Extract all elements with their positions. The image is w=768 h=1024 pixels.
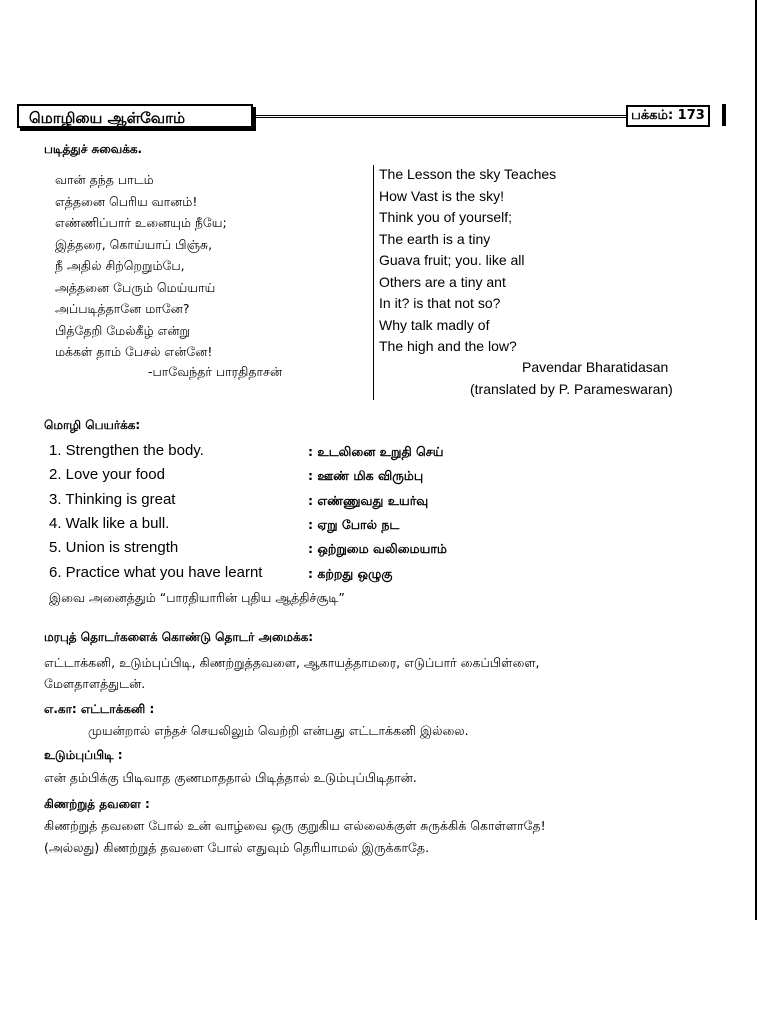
section-title: மொழியை ஆள்வோம் xyxy=(29,109,186,127)
translation-tamil: : ஊண் மிக விரும்பு xyxy=(308,468,424,483)
translation-english: 5. Union is strength xyxy=(49,539,179,556)
english-line: Guava fruit; you. like all xyxy=(379,252,525,268)
idiom-list-line-2: மேளதாளத்துடன். xyxy=(44,676,146,691)
idiom-list-line-1: எட்டாக்கனி, உடும்புப்பிடி, கிணற்றுத்தவளை, ஆகாயத்தாமரை, எடுப்பார் கைப்பிள்ளை, xyxy=(44,655,540,670)
tamil-line: எண்ணிப்பார் உனையும் நீயே; xyxy=(55,215,227,230)
english-line: Think you of yourself; xyxy=(379,209,513,225)
poem-heading: படித்துச் சுவைக்க. xyxy=(44,142,143,156)
english-line: The earth is a tiny xyxy=(379,231,491,247)
translation-tamil: : ஒற்றுமை வலிமையாம் xyxy=(308,541,447,556)
tamil-line: நீ அதில் சிற்றெறும்பே, xyxy=(55,258,185,273)
translation-english: 1. Strengthen the body. xyxy=(49,442,204,459)
translation-english: 4. Walk like a bull. xyxy=(49,515,170,532)
tamil-line: மக்கள் தாம் பேசல் என்னே! xyxy=(55,344,213,359)
tamil-poem-author: -பாவேந்தர் பாரதிதாசன் xyxy=(148,364,283,379)
section-title-box xyxy=(17,104,253,128)
translation-tamil: : ஏறு போல் நட xyxy=(308,517,400,532)
header-rule xyxy=(256,115,626,118)
page-number: பக்கம்: 173 xyxy=(631,108,705,123)
translation-source-note: இவை அனைத்தும் “பாரதியாரின் புதிய ஆத்திச்சூடி” xyxy=(49,590,345,605)
english-line: Why talk madly of xyxy=(379,317,490,333)
header-end-mark xyxy=(722,104,726,126)
idiom-label: கிணற்றுத் தவளை : xyxy=(44,797,150,811)
idiom-heading: மரபுத் தொடர்களைக் கொண்டு தொடர் அமைக்க: xyxy=(44,630,314,644)
idiom-sentence: என் தம்பிக்கு பிடிவாத குணமாததால் பிடித்தால் உடும்புப்பிடிதான். xyxy=(44,770,417,785)
example-sentence: முயன்றால் எந்தச் செயலிலும் வெற்றி என்பது எட்டாக்கனி இல்லை. xyxy=(88,723,469,738)
translator-credit: (translated by P. Parameswaran) xyxy=(470,381,673,397)
english-line: How Vast is the sky! xyxy=(379,188,505,204)
translation-english: 6. Practice what you have learnt xyxy=(49,564,263,581)
translation-tamil: : உடலினை உறுதி செய் xyxy=(308,444,444,459)
page-edge-line xyxy=(755,0,757,920)
tamil-line: அத்தனை பேரும் மெய்யாய் xyxy=(55,280,216,295)
idiom-sentence: கிணற்றுத் தவளை போல் உன் வாழ்வை ஒரு குறுகிய எல்லைக்குள் சுருக்கிக் கொள்ளாதே! xyxy=(44,818,546,833)
tamil-line: அப்படித்தானே மானே? xyxy=(55,301,190,316)
translation-tamil: : எண்ணுவது உயர்வு xyxy=(308,493,429,508)
poem-column-divider xyxy=(373,165,374,400)
page-number-box xyxy=(626,105,710,127)
tamil-line: வான் தந்த பாடம் xyxy=(55,172,154,187)
english-poem-author: Pavendar Bharatidasan xyxy=(522,359,669,375)
translation-english: 3. Thinking is great xyxy=(49,491,176,508)
tamil-line: இத்தரை, கொய்யாப் பிஞ்சு, xyxy=(55,237,213,252)
idiom-label: உடும்புப்பிடி : xyxy=(44,748,123,762)
translation-english: 2. Love your food xyxy=(49,466,165,483)
tamil-line: எத்தனை பெரிய வானம்! xyxy=(55,194,198,209)
english-line: Others are a tiny ant xyxy=(379,274,506,290)
example-label: எ.கா: எட்டாக்கனி : xyxy=(44,702,155,716)
english-line: The Lesson the sky Teaches xyxy=(379,166,557,182)
translation-tamil: : கற்றது ஒழுகு xyxy=(308,566,393,581)
idiom-sentence: (அல்லது) கிணற்றுத் தவளை போல் எதுவும் தெரியாமல் இருக்காதே. xyxy=(44,840,430,855)
translate-heading: மொழி பெயர்க்க: xyxy=(44,418,141,432)
english-line: In it? is that not so? xyxy=(379,295,501,311)
tamil-line: பித்தேறி மேல்கீழ் என்று xyxy=(55,323,190,338)
english-line: The high and the low? xyxy=(379,338,517,354)
